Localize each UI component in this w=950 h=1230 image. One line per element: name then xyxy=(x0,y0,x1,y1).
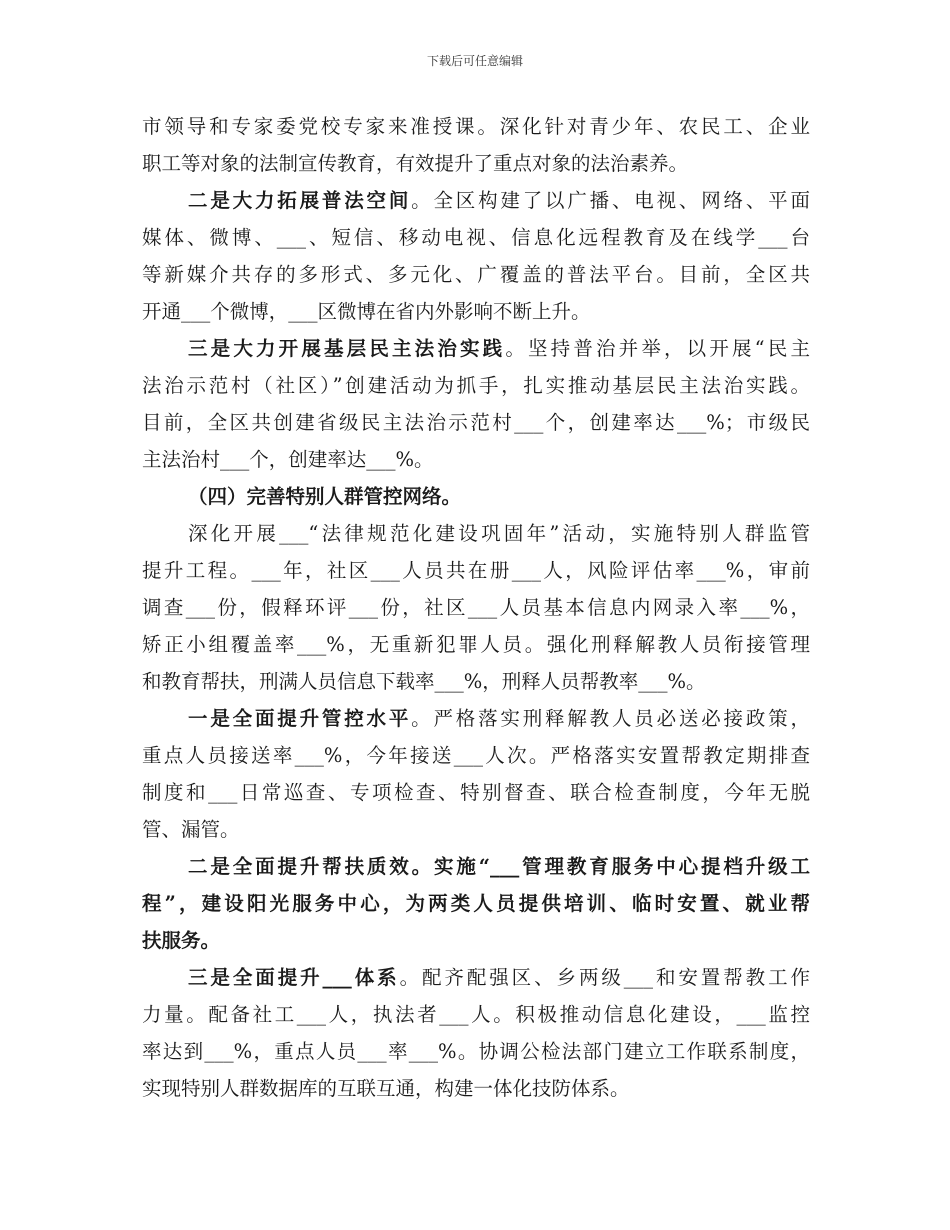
text-segment: 重点人员接送率___%，今年接送___人次。严格落实安置帮教定期排查 xyxy=(142,744,810,767)
text-segment: 力量。配备社工___人，执法者___人。积极推动信息化建设，___监控 xyxy=(142,1003,810,1026)
text-segment: 法治示范村（社区）”创建活动为抓手，扎实推动基层民主法治实践。 xyxy=(142,374,810,397)
text-segment: 市领导和专家委党校专家来准授课。深化针对青少年、农民工、企业 xyxy=(142,115,810,138)
text-line xyxy=(142,256,810,293)
text-line xyxy=(142,700,810,737)
text-segment: 深化开展___“法律规范化建设巩固年”活动，实施特别人群监管 xyxy=(188,522,810,545)
text-line xyxy=(142,885,810,922)
bold-text-segment: （四）完善特别人群管控网络。 xyxy=(188,485,462,508)
text-line xyxy=(142,441,810,478)
text-line xyxy=(142,515,810,552)
text-segment: 。配齐配强区、乡两级___和安置帮教工作 xyxy=(399,966,810,989)
text-segment: 管、漏管。 xyxy=(142,818,240,841)
text-line xyxy=(142,145,810,182)
text-line xyxy=(142,1033,810,1070)
text-segment: 率达到___%，重点人员___率___%。协调公检法部门建立工作联系制度， xyxy=(142,1040,810,1063)
text-segment: 矫正小组覆盖率___%，无重新犯罪人员。强化刑释解教人员衔接管理 xyxy=(142,633,810,656)
text-segment: 。坚持普治并举，以开展“民主 xyxy=(505,337,810,360)
text-line xyxy=(142,108,810,145)
text-segment: 和教育帮扶，刑满人员信息下载率___%，刑释人员帮教率___%。 xyxy=(142,670,706,693)
text-line xyxy=(142,219,810,256)
text-segment: 目前，全区共创建省级民主法治示范村___个，创建率达___%；市级民 xyxy=(142,411,810,434)
text-line xyxy=(142,959,810,996)
text-segment: 实现特别人群数据库的互联互通，构建一体化技防体系。 xyxy=(142,1077,630,1100)
text-line xyxy=(142,737,810,774)
text-line xyxy=(142,811,810,848)
text-segment: 媒体、微博、___、短信、移动电视、信息化远程教育及在线学___台 xyxy=(142,226,810,249)
text-segment: 提升工程。___年，社区___人员共在册___人，风险评估率___%，审前 xyxy=(142,559,810,582)
text-segment: 。严格落实刑释解教人员必送必接政策， xyxy=(411,707,810,730)
text-segment: 调查___份，假释环评___份，社区___人员基本信息内网录入率___%， xyxy=(142,596,810,619)
document-body xyxy=(142,108,810,1107)
text-line xyxy=(142,404,810,441)
bold-text-segment: 三是大力开展基层民主法治实践 xyxy=(188,337,506,360)
text-line xyxy=(142,663,810,700)
page-header: 下载后可任意编辑 xyxy=(426,54,523,68)
bold-text-segment: 二是大力拓展普法空间 xyxy=(188,189,412,212)
text-line xyxy=(142,848,810,885)
text-line xyxy=(142,367,810,404)
text-segment: 职工等对象的法制宣传教育，有效提升了重点对象的法治素养。 xyxy=(142,152,689,175)
text-line xyxy=(142,996,810,1033)
bold-text-segment: 二是全面提升帮扶质效。实施“___管理教育服务中心提档升级工 xyxy=(188,855,810,878)
bold-text-segment: 扶服务。 xyxy=(142,929,221,952)
text-line xyxy=(142,922,810,959)
text-segment: 等新媒介共存的多形式、多元化、广覆盖的普法平台。目前，全区共 xyxy=(142,263,810,286)
text-segment: 开通___个微博，___区微博在省内外影响不断上升。 xyxy=(142,300,591,323)
bold-text-segment: 程”，建设阳光服务中心，为两类人员提供培训、临时安置、就业帮 xyxy=(142,892,810,915)
text-line xyxy=(142,478,810,515)
text-line xyxy=(142,182,810,219)
text-line xyxy=(142,330,810,367)
bold-text-segment: 三是全面提升___体系 xyxy=(188,966,400,989)
text-segment: 。全区构建了以广播、电视、网络、平面 xyxy=(411,189,810,212)
text-line xyxy=(142,1070,810,1107)
bold-text-segment: 一是全面提升管控水平 xyxy=(188,707,412,730)
text-segment: 主法治村___个，创建率达___%。 xyxy=(142,448,434,471)
text-line xyxy=(142,774,810,811)
text-line xyxy=(142,589,810,626)
text-segment: 制度和___日常巡查、专项检查、特别督查、联合检查制度，今年无脱 xyxy=(142,781,810,804)
text-line xyxy=(142,552,810,589)
text-line xyxy=(142,626,810,663)
text-line xyxy=(142,293,810,330)
